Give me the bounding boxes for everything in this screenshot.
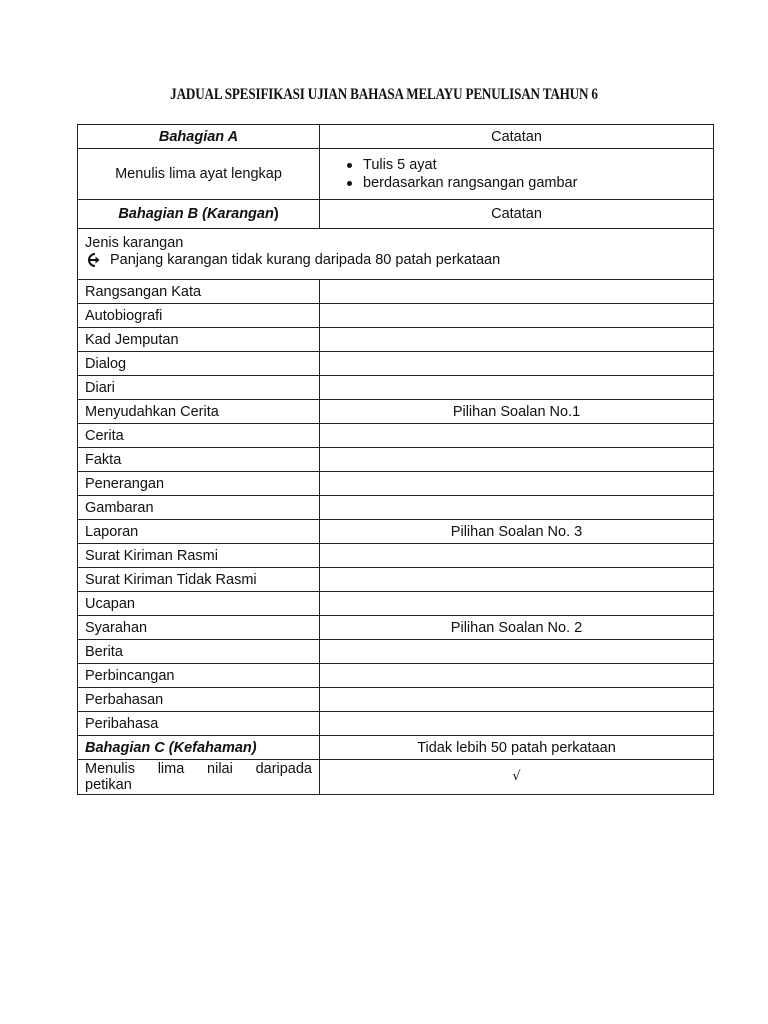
karangan-note <box>320 304 714 328</box>
table-row <box>78 400 714 424</box>
jenis-karangan-note <box>85 252 706 268</box>
karangan-type: Peribahasa <box>78 712 320 736</box>
section-a-header-row <box>78 125 714 149</box>
table-row <box>78 328 714 352</box>
section-b-heading <box>78 200 320 229</box>
jenis-karangan-label: Jenis karangan <box>85 235 184 251</box>
karangan-note <box>320 328 714 352</box>
karangan-type: Menyudahkan Cerita <box>78 400 320 424</box>
karangan-note <box>320 592 714 616</box>
karangan-type: Perbahasan <box>78 688 320 712</box>
karangan-note <box>320 352 714 376</box>
karangan-note: Pilihan Soalan No. 3 <box>320 520 714 544</box>
karangan-type: Kad Jemputan <box>78 328 320 352</box>
karangan-type: Gambaran <box>78 496 320 520</box>
table-row <box>78 352 714 376</box>
section-a-notes-heading: Catatan <box>320 125 714 149</box>
note-text: Tulis 5 ayat <box>363 157 437 173</box>
section-a-task: Menulis lima ayat lengkap <box>78 149 320 200</box>
karangan-note <box>320 472 714 496</box>
section-b-heading-text: Bahagian B (Karangan <box>118 206 274 222</box>
bullet-icon <box>347 181 352 186</box>
table-row <box>78 520 714 544</box>
table-row <box>78 640 714 664</box>
table-row <box>78 472 714 496</box>
jenis-karangan-note-text: Panjang karangan tidak kurang daripada 80 patah perkataan <box>110 252 501 268</box>
section-c-task <box>78 760 320 795</box>
section-b-notes-heading: Catatan <box>320 200 714 229</box>
section-c-task-line2: petikan <box>85 777 132 793</box>
karangan-note <box>320 712 714 736</box>
task-word: daripada <box>255 761 312 777</box>
karangan-type: Surat Kiriman Rasmi <box>78 544 320 568</box>
task-word: lima <box>157 761 185 777</box>
bullet-icon <box>347 163 352 168</box>
section-b-jenis-row <box>78 229 714 280</box>
karangan-note <box>320 688 714 712</box>
karangan-type: Cerita <box>78 424 320 448</box>
table-row <box>78 496 714 520</box>
karangan-note <box>320 640 714 664</box>
specification-table <box>77 124 714 795</box>
karangan-note <box>320 448 714 472</box>
karangan-type: Diari <box>78 376 320 400</box>
karangan-type: Fakta <box>78 448 320 472</box>
karangan-type: Surat Kiriman Tidak Rasmi <box>78 568 320 592</box>
section-a-heading: Bahagian A <box>78 125 320 149</box>
karangan-note <box>320 568 714 592</box>
list-item <box>347 174 706 192</box>
table-row <box>78 688 714 712</box>
table-row <box>78 376 714 400</box>
section-c-note: Tidak lebih 50 patah perkataan <box>320 736 714 760</box>
section-a-notes-list <box>327 156 706 192</box>
section-c-task-line1 <box>85 761 312 777</box>
section-b-heading-suffix: ) <box>273 206 279 222</box>
karangan-type: Syarahan <box>78 616 320 640</box>
table-row <box>78 424 714 448</box>
karangan-type: Dialog <box>78 352 320 376</box>
task-word: nilai <box>207 761 233 777</box>
karangan-type: Laporan <box>78 520 320 544</box>
table-row <box>78 616 714 640</box>
table-row <box>78 664 714 688</box>
table-row <box>78 448 714 472</box>
table-row <box>78 544 714 568</box>
note-text: berdasarkan rangsangan gambar <box>363 175 578 191</box>
karangan-note: Pilihan Soalan No.1 <box>320 400 714 424</box>
karangan-type: Rangsangan Kata <box>78 280 320 304</box>
karangan-type: Berita <box>78 640 320 664</box>
karangan-note <box>320 376 714 400</box>
karangan-type: Penerangan <box>78 472 320 496</box>
page-title: JADUAL SPESIFIKASI UJIAN BAHASA MELAYU PENULISAN TAHUN 6 <box>170 86 598 103</box>
section-c-heading: Bahagian C (Kefahaman) <box>78 736 320 760</box>
karangan-type: Perbincangan <box>78 664 320 688</box>
section-a-notes <box>320 149 714 200</box>
section-b-header-row <box>78 200 714 229</box>
section-c-task-row <box>78 760 714 795</box>
karangan-type: Ucapan <box>78 592 320 616</box>
karangan-note <box>320 496 714 520</box>
karangan-note <box>320 544 714 568</box>
table-row <box>78 568 714 592</box>
check-mark-icon: √ <box>320 760 714 795</box>
arrow-right-icon <box>88 253 102 267</box>
table-row <box>78 712 714 736</box>
karangan-note <box>320 280 714 304</box>
karangan-note: Pilihan Soalan No. 2 <box>320 616 714 640</box>
task-word: Menulis <box>85 761 135 777</box>
karangan-type: Autobiografi <box>78 304 320 328</box>
table-row <box>78 592 714 616</box>
list-item <box>347 156 706 174</box>
section-c-header-row <box>78 736 714 760</box>
table-row <box>78 304 714 328</box>
karangan-note <box>320 424 714 448</box>
karangan-note <box>320 664 714 688</box>
table-row <box>78 280 714 304</box>
section-a-task-row <box>78 149 714 200</box>
jenis-karangan-cell <box>78 229 714 280</box>
